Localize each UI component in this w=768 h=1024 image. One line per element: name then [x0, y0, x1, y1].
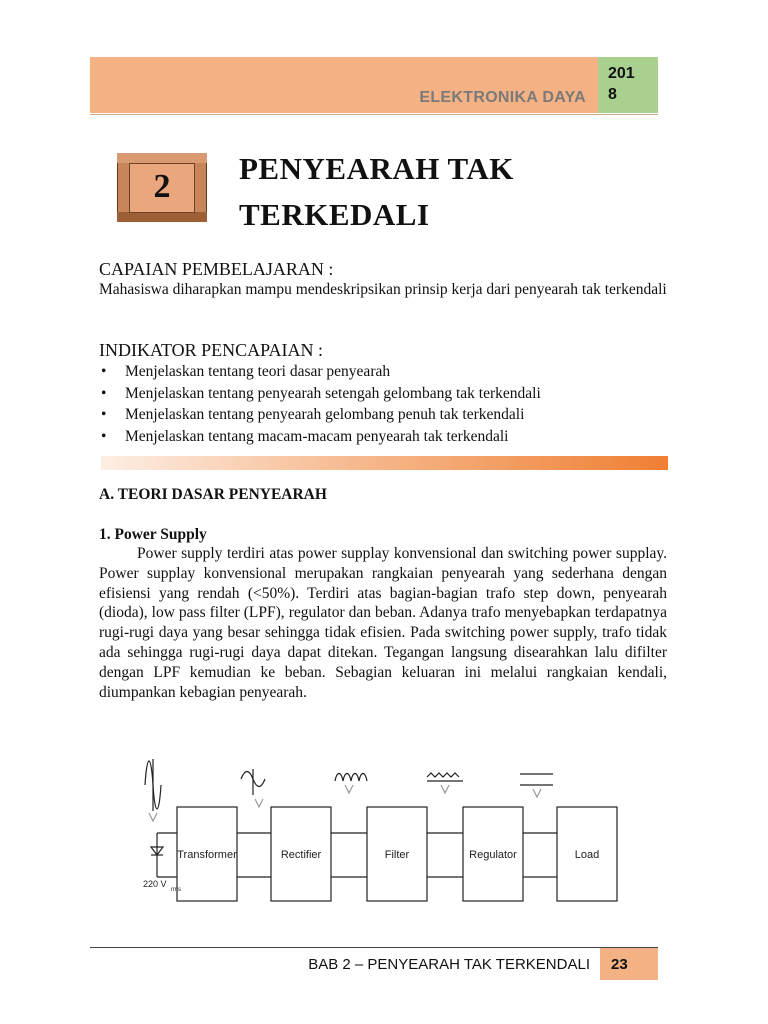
power-supply-text: Power supply terdiri atas power supplay konvensional dan switching power supplay. Power supplay konvensional merupakan rangkaian penyearah yang sederhana dengan efisiensi yang rendah (<50%). Terdiri atas bagian-bagian trafo step down, penyearah (dioda), low pass filter (LPF), regulator dan beban. Adanya trafo menyebapkan terdapatnya rugi-rugi daya yang besar sehingga tidak efisien. Pada switching power supply, trafo tidak ada sehingga rugi-rugi daya dapat ditekan. Tegangan langsung disearahkan lalu difilter dengan LPF kemudian ke beban. Sebagian keluaran ini melalui rangkaian kendali, diumpankan kebagian penyearah. — [99, 545, 667, 701]
power-supply-paragraph — [99, 544, 667, 702]
chapter-box-bevel-bottom — [117, 212, 207, 222]
power-supply-block-diagram — [139, 755, 619, 905]
diagram-label: Regulator — [469, 849, 517, 861]
page-number: 23 — [611, 956, 628, 973]
header-year-line1: 201 — [608, 65, 635, 82]
source-voltage-label: 220 V — [143, 879, 167, 889]
chapter-box-inner — [129, 163, 195, 213]
ripple-wave-icon — [427, 773, 459, 777]
chapter-box-bevel-top — [117, 153, 207, 163]
bullet-icon: • — [101, 363, 107, 380]
list-item — [99, 426, 667, 448]
indikator-heading: INDIKATOR PENCAPAIAN : — [99, 340, 324, 360]
footer-page-box — [600, 948, 658, 980]
header-rule — [90, 114, 658, 115]
capaian-heading-text: CAPAIAN PEMBELAJARAN — [99, 259, 324, 279]
diagram-label: Load — [574, 849, 600, 861]
chapter-number: 2 — [153, 168, 171, 205]
diagram-label: Filter — [384, 849, 410, 861]
rectified-wave-icon — [335, 774, 367, 782]
source-voltage-sub: rms — [171, 887, 181, 893]
diagram-label: Rectifier — [280, 849, 322, 861]
header-title: ELEKTRONIKA DAYA — [419, 89, 586, 106]
page-header — [90, 57, 658, 113]
chapter-title — [239, 146, 514, 238]
capaian-heading — [99, 259, 333, 280]
indikator-list — [99, 361, 667, 447]
header-year-box — [598, 57, 658, 113]
chapter-title-line2: TERKEDALI — [239, 197, 430, 232]
header-year-line2: 8 — [608, 86, 617, 103]
diagram-label: Transformer — [177, 849, 237, 861]
footer-rule — [90, 947, 658, 948]
header-band — [90, 57, 598, 113]
footer-chapter-title: BAB 2 – PENYEARAH TAK TERKENDALI — [308, 956, 590, 973]
capaian-heading-colon: : — [323, 259, 334, 279]
chapter-title-line1: PENYEARAH TAK — [239, 151, 514, 186]
section-divider-bar — [101, 456, 668, 470]
bullet-icon: • — [101, 427, 107, 445]
list-item-text: Menjelaskan tentang penyearah setengah gelombang tak terkendali — [125, 384, 541, 402]
list-item — [99, 404, 667, 426]
list-item — [99, 361, 667, 383]
power-supply-heading: 1. Power Supply — [99, 526, 207, 543]
list-item — [99, 383, 667, 405]
capaian-text: Mahasiswa diharapkan mampu mendeskripsikan prinsip kerja dari penyearah tak terkendali — [99, 281, 667, 298]
bullet-icon: • — [101, 384, 107, 402]
chapter-number-box — [117, 153, 207, 222]
list-item-text: Menjelaskan tentang penyearah gelombang penuh tak terkendali — [125, 406, 525, 423]
list-item-text: Menjelaskan tentang macam-macam penyearah tak terkendali — [125, 427, 509, 445]
bullet-icon: • — [101, 406, 107, 423]
list-item-text: Menjelaskan tentang teori dasar penyearah — [125, 363, 391, 380]
section-a-heading: A. TEORI DASAR PENYEARAH — [99, 486, 327, 503]
